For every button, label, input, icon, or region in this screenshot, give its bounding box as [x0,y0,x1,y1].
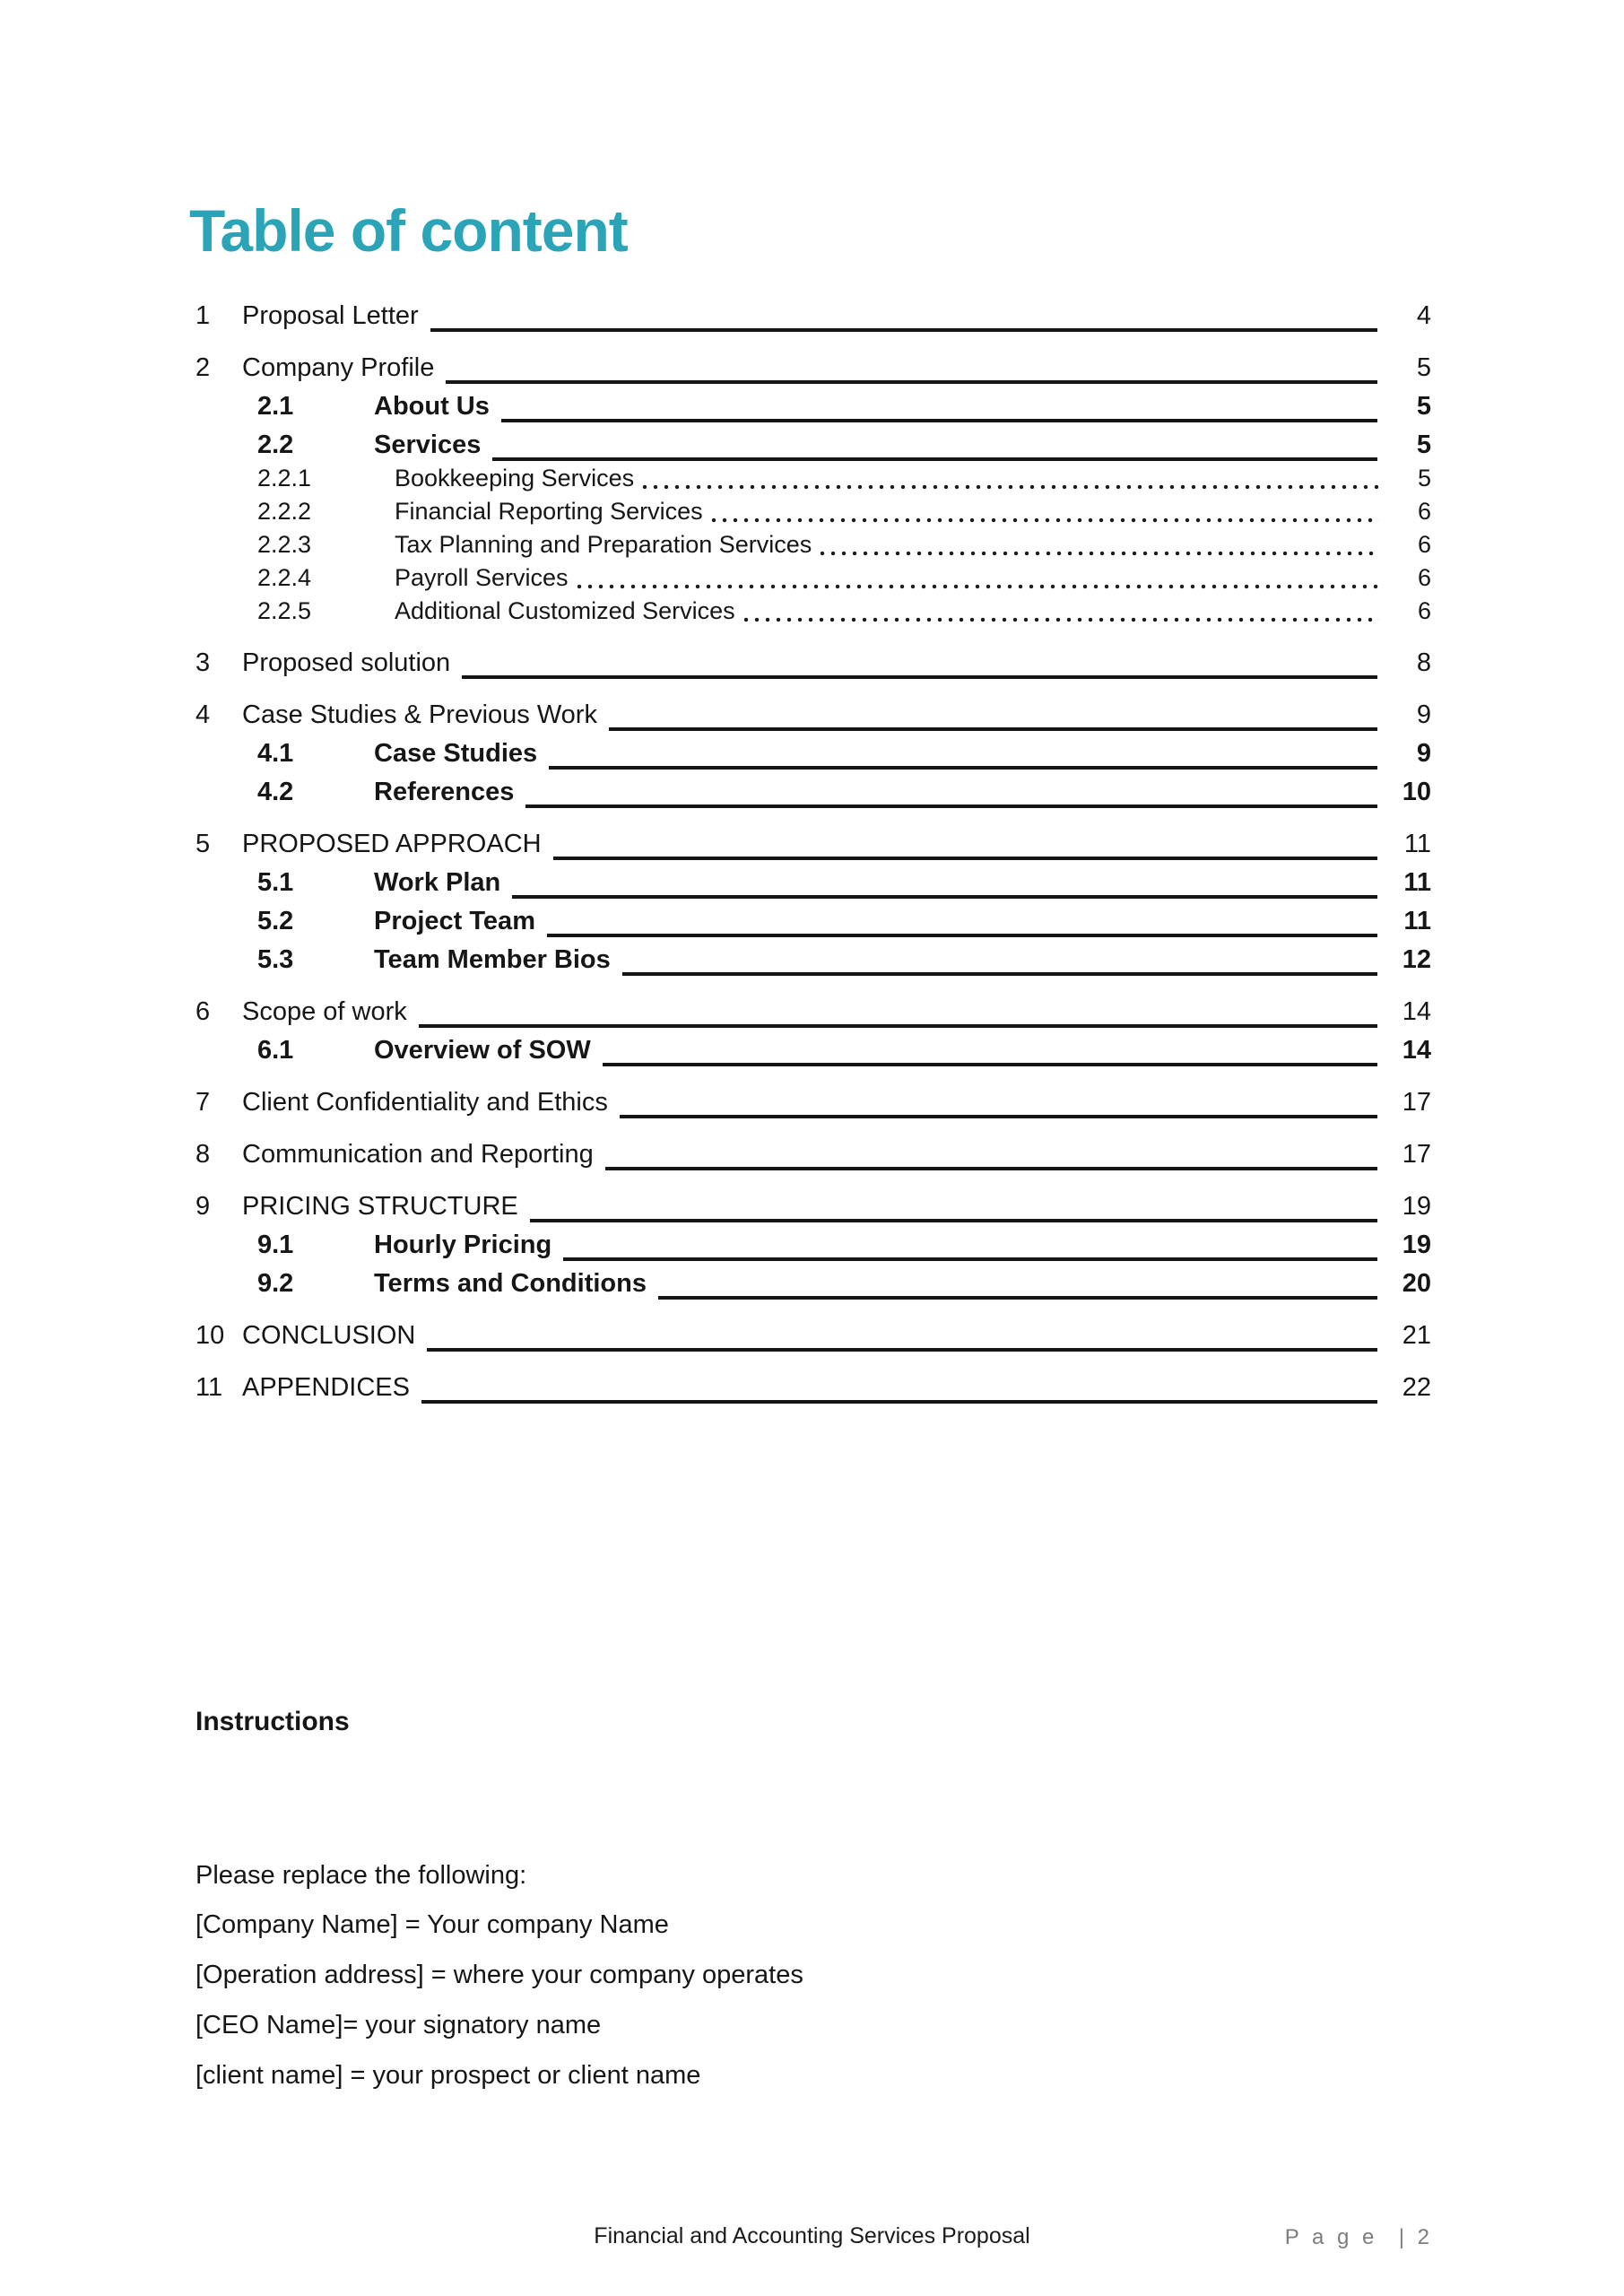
toc-entry-number: 9.2 [257,1269,294,1298]
toc-entry-number: 7 [195,1088,211,1117]
table-of-contents [195,300,1431,1403]
toc-entry [195,1320,1431,1351]
toc-entry-page: 5 [1416,353,1431,382]
toc-entry-label: Project Team [374,907,535,935]
toc-entry-page: 9 [1416,700,1431,729]
toc-entry-number: 3 [195,648,211,677]
toc-entry-label: References [374,778,515,806]
toc-line-leader [427,1320,1377,1352]
replace-instructions [195,1860,803,2110]
toc-entry [195,352,1431,383]
toc-entry [195,529,1431,560]
toc-entry [195,430,1431,460]
toc-entry-label: Tax Planning and Preparation Services [395,531,812,558]
toc-entry-label: Bookkeeping Services [395,465,635,491]
toc-entry-page: 22 [1402,1373,1431,1402]
toc-entry [195,996,1431,1027]
toc-entry [195,700,1431,730]
toc-entry [195,1191,1431,1222]
toc-dot-leader [741,596,1379,622]
toc-entry-page: 6 [1417,597,1431,624]
page-title: Table of content [189,197,628,264]
toc-entry-label: Scope of work [242,997,407,1026]
toc-entry-page: 8 [1416,648,1431,677]
toc-line-leader [549,738,1377,770]
replace-instructions-list [195,1909,803,2091]
toc-entry-label: About Us [374,392,490,421]
toc-entry-number: 2.1 [257,392,294,421]
toc-dot-leader [574,562,1379,589]
toc-entry-number: 6.1 [257,1036,294,1065]
toc-entry-page: 14 [1402,1036,1431,1065]
toc-line-leader [603,1035,1377,1066]
toc-line-leader [501,391,1377,422]
replace-instructions-intro: Please replace the following: [195,1861,527,1890]
toc-line-leader [553,829,1377,860]
toc-entry-page: 19 [1402,1231,1431,1259]
toc-entry-number: 5.3 [257,945,294,974]
toc-entry-number: 9.1 [257,1231,294,1259]
toc-entry [195,1035,1431,1065]
toc-entry-label: Payroll Services [395,564,569,591]
toc-line-leader [525,777,1377,808]
toc-entry-label: APPENDICES [242,1373,410,1402]
toc-entry-page: 6 [1417,564,1431,591]
toc-entry-label: Case Studies [374,739,538,768]
toc-entry [195,944,1431,975]
toc-entry-number: 5.2 [257,907,294,935]
toc-entry [195,391,1431,422]
toc-entry-page: 9 [1416,739,1431,768]
toc-line-leader [530,1191,1377,1222]
toc-entry [195,777,1431,807]
toc-entry [195,867,1431,898]
toc-entry-page: 11 [1403,830,1431,858]
toc-entry-page: 19 [1402,1192,1431,1221]
toc-entry-number: 2.2.4 [257,564,312,591]
toc-entry [195,648,1431,678]
toc-dot-leader [639,463,1379,490]
footer-page-number: P a g e | 2 [1284,2225,1431,2249]
toc-entry-number: 11 [195,1373,223,1402]
instructions-heading: Instructions [195,1707,350,1736]
toc-entry-number: 4.1 [257,739,294,768]
toc-entry-label: Work Plan [374,868,501,897]
toc-entry-page: 5 [1416,392,1431,421]
replace-instruction-item: [Company Name] = Your company Name [195,1910,669,1939]
footer-document-title: Financial and Accounting Services Proposal [594,2223,1030,2248]
replace-instruction-item: [Operation address] = where your company operates [195,1961,803,1989]
toc-line-leader [622,944,1377,976]
toc-entry-label: Team Member Bios [374,945,611,974]
toc-list [195,300,1431,1403]
toc-line-leader [609,700,1377,731]
toc-entry [195,906,1431,936]
toc-entry-label: Hourly Pricing [374,1231,552,1259]
toc-line-leader [462,648,1377,679]
toc-line-leader [419,996,1377,1028]
toc-entry-page: 10 [1402,778,1431,806]
toc-entry-number: 4.2 [257,778,294,806]
toc-entry-page: 17 [1402,1140,1431,1169]
toc-entry-label: Company Profile [242,353,435,382]
toc-line-leader [430,300,1377,332]
toc-entry-label: Additional Customized Services [395,597,735,624]
toc-line-leader [492,430,1377,461]
toc-entry-number: 2.2 [257,430,294,459]
toc-line-leader [512,867,1377,899]
toc-entry-label: Financial Reporting Services [395,498,703,525]
toc-entry [195,1372,1431,1403]
toc-entry-page: 4 [1416,301,1431,330]
toc-entry-label: CONCLUSION [242,1321,416,1350]
toc-line-leader [563,1230,1377,1261]
toc-dot-leader [817,529,1379,556]
toc-entry-page: 17 [1402,1088,1431,1117]
toc-entry-number: 2 [195,353,211,382]
toc-entry-number: 9 [195,1192,211,1221]
toc-line-leader [547,906,1377,937]
toc-entry-page: 20 [1402,1269,1431,1298]
toc-line-leader [446,352,1377,384]
toc-entry-page: 6 [1417,531,1431,558]
toc-entry-page: 6 [1417,498,1431,525]
toc-entry-number: 6 [195,997,211,1026]
toc-entry-number: 1 [195,301,211,330]
toc-entry [195,1268,1431,1299]
toc-entry-label: PROPOSED APPROACH [242,830,542,858]
toc-dot-leader [708,496,1379,523]
toc-entry-number: 2.2.1 [257,465,312,491]
toc-entry-page: 11 [1403,907,1431,935]
toc-entry-label: Communication and Reporting [242,1140,594,1169]
toc-entry-label: Terms and Conditions [374,1269,647,1298]
toc-entry-label: PRICING STRUCTURE [242,1192,518,1221]
toc-entry [195,496,1431,526]
toc-entry-label: Services [374,430,482,459]
toc-entry [195,562,1431,593]
toc-entry-number: 2.2.5 [257,597,312,624]
toc-entry [195,463,1431,493]
replace-instruction-item: [client name] = your prospect or client name [195,2061,701,2090]
toc-entry-label: Proposed solution [242,648,451,677]
toc-entry-number: 2.2.3 [257,531,312,558]
toc-entry-number: 5.1 [257,868,294,897]
toc-entry-number: 10 [195,1321,225,1350]
toc-entry [195,1230,1431,1260]
toc-entry-page: 12 [1402,945,1431,974]
toc-entry-page: 5 [1416,430,1431,459]
toc-entry-label: Overview of SOW [374,1036,591,1065]
toc-entry [195,596,1431,626]
toc-entry-number: 5 [195,830,211,858]
toc-entry-page: 11 [1403,868,1431,897]
toc-entry-label: Case Studies & Previous Work [242,700,597,729]
toc-entry [195,1139,1431,1170]
toc-entry-label: Client Confidentiality and Ethics [242,1088,608,1117]
toc-entry-page: 5 [1417,465,1431,491]
toc-entry-number: 2.2.2 [257,498,312,525]
toc-entry [195,1087,1431,1118]
toc-entry-number: 8 [195,1140,211,1169]
toc-line-leader [421,1372,1377,1404]
toc-entry-page: 21 [1402,1321,1431,1350]
toc-line-leader [620,1087,1377,1118]
toc-line-leader [658,1268,1377,1300]
toc-line-leader [605,1139,1377,1170]
toc-entry-label: Proposal Letter [242,301,419,330]
toc-entry-page: 14 [1402,997,1431,1026]
toc-entry [195,738,1431,769]
toc-entry [195,829,1431,859]
replace-instruction-item: [CEO Name]= your signatory name [195,2011,602,2039]
toc-entry [195,300,1431,331]
toc-entry-number: 4 [195,700,211,729]
